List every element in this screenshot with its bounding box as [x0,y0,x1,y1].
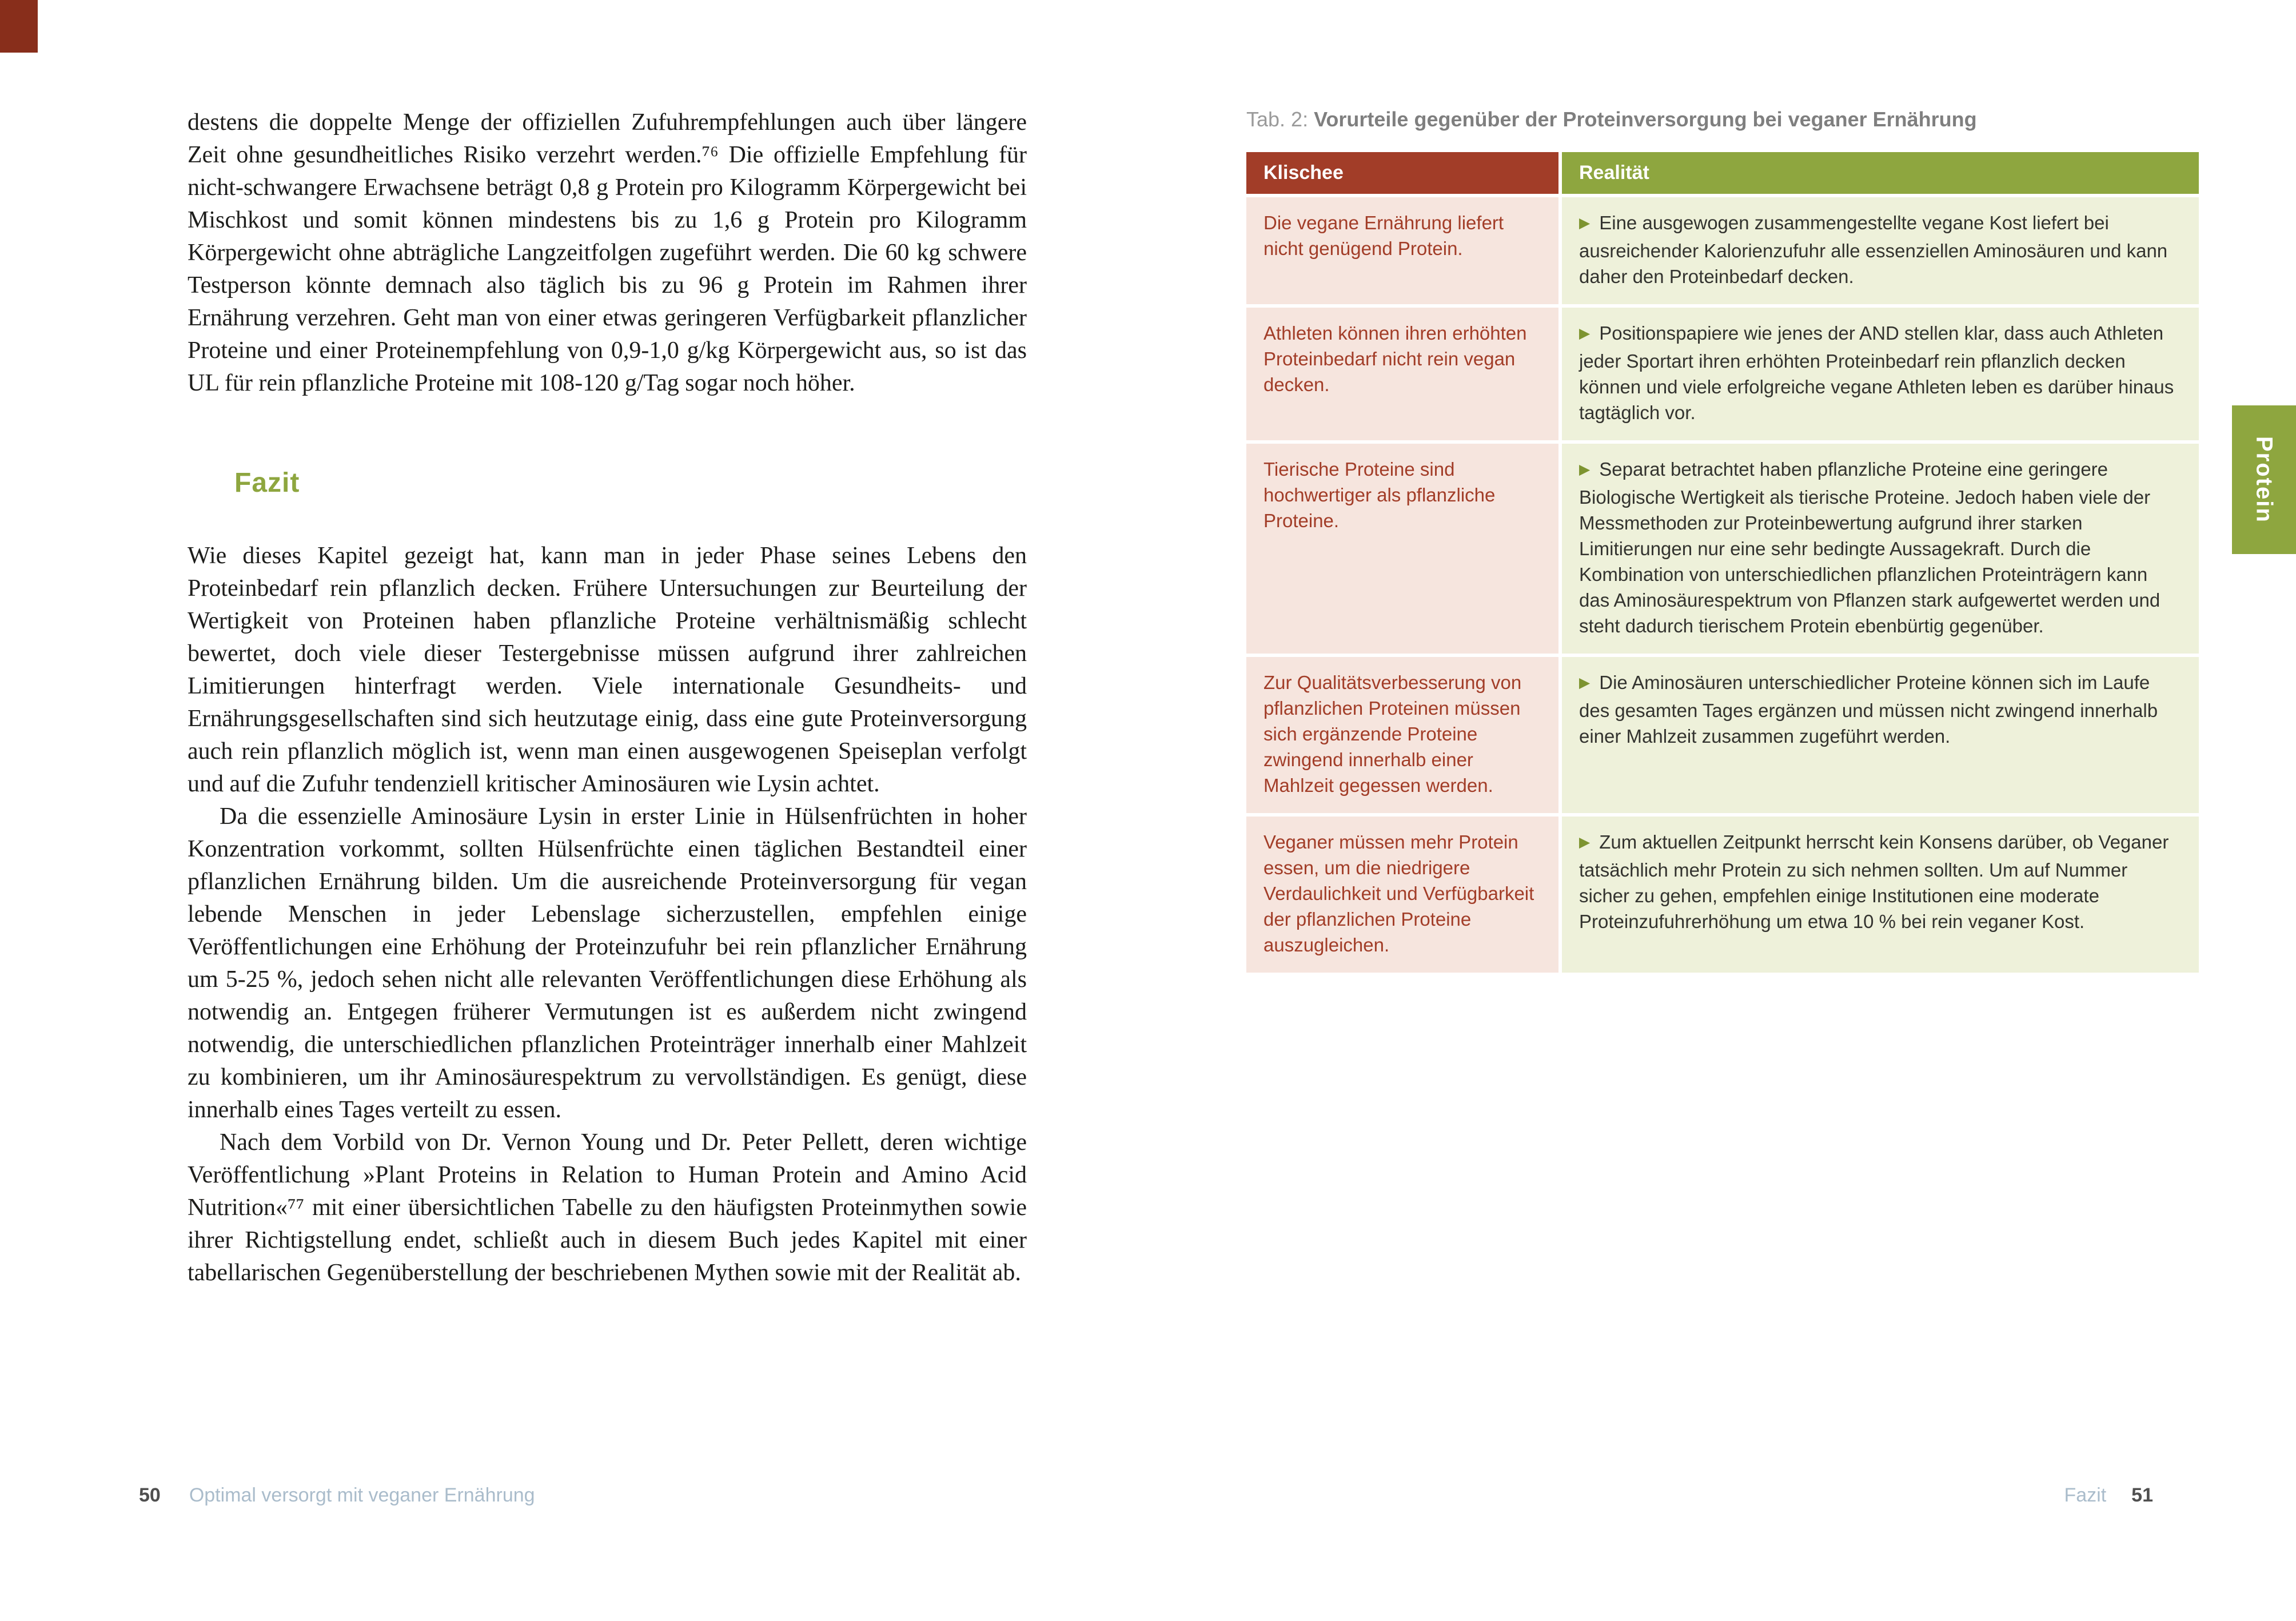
chapter-tab-label: Protein [2251,436,2277,523]
table-row [1246,817,2199,973]
book-title-footer: Optimal versorgt mit veganer Ernährung [189,1484,535,1506]
body-paragraph: Da die essenzielle Aminosäure Lysin in erster Linie in Hülsenfrüchten in hoher Konzentration vorkommt, sollten Hülsenfrüchte einen täglichen Bestandteil einer pflanzlichen Ernährung bilden. Um die ausreichende Proteinversorgung für vegan lebende Menschen in jeder Lebenslage sicherzustellen, empfehlen einige Veröffentlichungen eine Erhöhung der Proteinzufuhr bei rein pflanzlicher Ernährung um 5-25 %, jedoch sehen nicht alle relevanten Veröffentlichungen diese Erhöhung als notwendig an. Entgegen früherer Vermutungen ist es außerdem nicht zwingend notwendig, die unterschiedlichen pflanzlichen Proteinträger innerhalb einer Mahlzeit zu kombinieren, um ihr Aminosäurespektrum zu vervollständigen. Es genügt, diese innerhalb eines Tages verteilt zu essen. [188,803,1027,1123]
realitaet-text: Zum aktuellen Zeitpunkt herrscht kein Konsens darüber, ob Veganer tatsächlich mehr Protein zu sich nehmen sollten. Um auf Nummer sicher zu gehen, empfehlen einige Institutionen eine moderate Proteinzufuhrerhöhung um etwa 10 % bei rein veganer Kost. [1579,831,2169,932]
page-number: 51 [2131,1484,2153,1506]
table-row [1246,308,2199,440]
page-footer-left [139,1484,535,1507]
klischee-cell: Tierische Proteine sind hochwertiger als pflanzliche Proteine. [1246,444,1558,654]
section-heading-fazit: Fazit [234,468,300,498]
realitaet-text: Separat betrachtet haben pflanzliche Proteine eine geringere Biologische Wertigkeit als tierische Proteine. Jedoch haben viele der Messmethoden zur Proteinbewertung aufgrund ihrer starken Limitierungen nur eine sehr bedingte Aussagekraft. Durch die Kombination von unterschiedlichen pflanzlichen Proteinträgern kann das Aminosäurespektrum von Pflanzen stark aufgewertet werden und steht dadurch tierischem Protein ebenbürtig gegenüber. [1579,459,2161,636]
footer-section-label: Fazit [2064,1484,2107,1506]
caption-label: Tab. 2: [1246,107,1314,131]
page-number: 50 [139,1484,161,1506]
caption-title: Vorurteile gegenüber der Proteinversorgung bei veganer Ernährung [1314,107,1977,131]
bullet-arrow-icon: ▶ [1579,675,1591,691]
page-footer-right [2064,1484,2153,1507]
table-row [1246,657,2199,813]
klischee-cell: Athleten können ihren erhöhten Proteinbedarf nicht rein vegan decken. [1246,308,1558,440]
klischee-cell: Zur Qualitätsverbesserung von pflanzlichen Proteinen müssen sich ergänzende Proteine zwingend innerhalb einer Mahlzeit gegessen werden. [1246,657,1558,813]
chapter-corner-marker [0,0,38,53]
body-intro-paragraph: destens die doppelte Menge der offiziellen Zufuhrempfehlungen auch über längere Zeit ohne gesundheitliches Risiko verzehrt werden.⁷⁶ Die offizielle Empfehlung für nicht-schwangere Erwachsene beträgt 0,8 g Protein pro Kilogramm Körpergewicht bei Mischkost und somit können mindestens bis zu 1,6 g Protein pro Kilogramm Körpergewicht ohne abträgliche Langzeitfolgen zugeführt werden. Die 60 kg schwere Testperson könnte demnach also täglich bis zu 96 g Protein im Rahmen ihrer Ernährung verzehren. Geht man von einer etwas geringeren Verfügbarkeit pflanzlicher Proteine und einer Proteinempfehlung von 0,9-1,0 g/kg Körpergewicht aus, so ist das UL für rein pflanzliche Proteine mit 108-120 g/Tag sogar noch höher. [188,109,1027,396]
header-cell-klischee: Klischee [1246,152,1558,194]
realitaet-cell [1562,308,2199,440]
realitaet-text: Eine ausgewogen zusammengestellte vegane Kost liefert bei ausreichender Kalorienzufuhr alle essenziellen Aminosäuren und kann daher den Proteinbedarf decken. [1579,212,2168,287]
klischee-cell: Veganer müssen mehr Protein essen, um die niedrigere Verdaulichkeit und Verfügbarkeit der pflanzlichen Proteine auszugleichen. [1246,817,1558,973]
body-paragraph: Nach dem Vorbild von Dr. Vernon Young und Dr. Peter Pellett, deren wichtige Veröffentlichung »Plant Proteins in Relation to Human Protein and Amino Acid Nutrition«⁷⁷ mit einer übersichtlichen Tabelle zu den häufigsten Proteinmythen sowie ihrer Richtigstellung endet, schließt auch in diesem Buch jedes Kapitel mit einer tabellarischen Gegenüberstellung der beschriebenen Mythen sowie mit der Realität ab. [188,1129,1027,1286]
table-header-row [1246,152,2199,194]
bullet-arrow-icon: ▶ [1579,325,1591,341]
table-row [1246,444,2199,654]
body-paragraph: Wie dieses Kapitel gezeigt hat, kann man in jeder Phase seines Lebens den Proteinbedarf rein pflanzlich decken. Frühere Untersuchungen zur Beurteilung der Wertigkeit von Proteinen haben pflanzliche Proteine verhältnismäßig schlecht bewertet, doch viele dieser Testergebnisse müssen aufgrund ihrer zahlreichen Limitierungen hinterfragt werden. Viele internationale Gesundheits- und Ernährungsgesellschaften sind sich heutzutage einig, dass eine gute Proteinversorgung auch rein pflanzlich möglich ist, wenn man einen ausgewogenen Speiseplan verfolgt und auf die Zufuhr tendenziell kritischer Aminosäuren wie Lysin achtet. [188,543,1027,797]
table-row [1246,197,2199,304]
myth-table [1246,152,2199,973]
realitaet-cell [1562,444,2199,654]
realitaet-cell [1562,817,2199,973]
realitaet-cell [1562,657,2199,813]
left-page [188,106,1027,1289]
chapter-tab-protein [2232,405,2296,554]
bullet-arrow-icon: ▶ [1579,461,1591,477]
klischee-cell: Die vegane Ernährung liefert nicht genügend Protein. [1246,197,1558,304]
table-caption [1246,107,1977,132]
bullet-arrow-icon: ▶ [1579,834,1591,850]
bullet-arrow-icon: ▶ [1579,215,1591,231]
realitaet-text: Die Aminosäuren unterschiedlicher Proteine können sich im Laufe des gesamten Tages ergänzen und müssen nicht zwingend innerhalb einer Mahlzeit zusammen zugeführt werden. [1579,672,2158,747]
realitaet-cell [1562,197,2199,304]
realitaet-text: Positionspapiere wie jenes der AND stellen klar, dass auch Athleten jeder Sportart ihren erhöhten Proteinbedarf rein pflanzlich decken können und viele erfolgreiche vegane Athleten leben es darüber hinaus tagtäglich vor. [1579,322,2174,423]
header-cell-realitaet: Realität [1562,152,2199,194]
